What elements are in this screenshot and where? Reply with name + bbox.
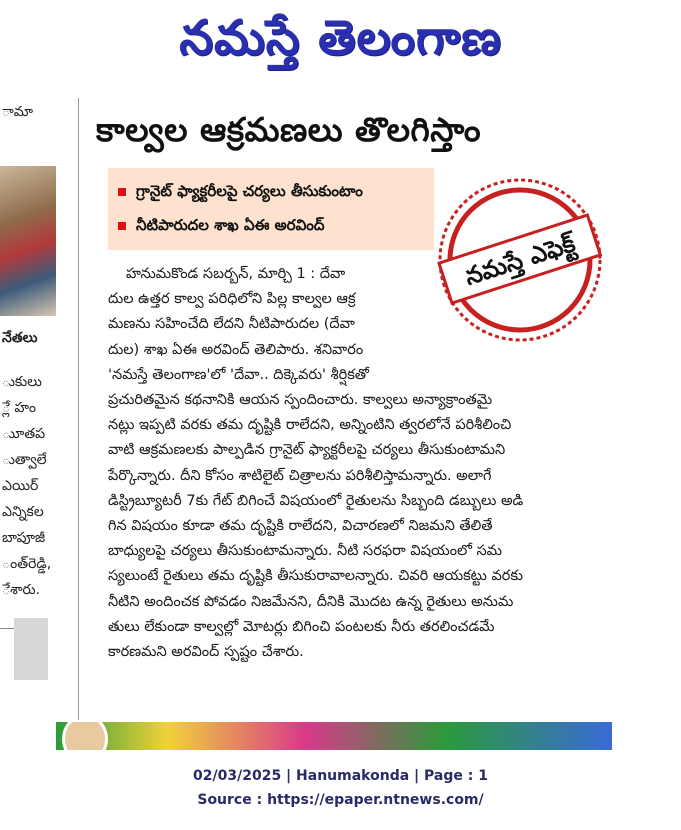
- body-line: కారణమని అరవింద్ స్పష్టం చేశారు.: [108, 643, 304, 660]
- article-body: [108, 388, 616, 665]
- adjacent-text-fragment: ్లే హం: [2, 400, 36, 416]
- stamp-text: నమస్తే ఎఫెక్ట్: [461, 229, 579, 291]
- body-line: బాధ్యులపై చర్యలు తీసుకుంటామన్నారు. నీటి సరఫరా విషయంలో సమ: [108, 543, 503, 560]
- ad-portrait: [62, 722, 108, 750]
- kicker-text: నీటిపారుదల శాఖ ఏఈ అరవింద్: [136, 216, 325, 234]
- body-line: డిస్ట్రిబ్యూటరీ 7కు గేట్ బిగించే విషయంలో రైతులను సిబ్బంది డబ్బులు అడి: [108, 492, 524, 509]
- body-line: నీటిని అందించక పోవడం నిజమేనని, దీనికి మొదట ఉన్న రైతులు అనుమ: [108, 593, 514, 610]
- article-headline: కాల్వల ఆక్రమణలు తొలగిస్తాం: [96, 110, 482, 149]
- body-line: ప్రచురితమైన కథనానికి ఆయన స్పందించారు. కాల్వలు అన్యాక్రాంతమై: [108, 392, 493, 408]
- body-line: వాటి ఆక్రమణలకు పాల్పడిన గ్రానైట్ ఫ్యాక్టరీలపై చర్యలు తీసుకుంటామని: [108, 442, 506, 459]
- body-line: నట్లు ఇప్పటి వరకు తమ దృష్టికి రాలేదని, అన్నింటిని త్వరలోనే పరిశీలించి: [108, 417, 512, 434]
- adjacent-text-fragment: ఎన్నికల: [2, 504, 44, 520]
- footer-source-link[interactable]: Source : https://epaper.ntnews.com/: [197, 792, 484, 808]
- column-divider: [78, 98, 79, 720]
- adjacent-text-fragment: ుూతప: [2, 426, 46, 442]
- bullet-icon: [118, 222, 126, 230]
- body-line: దుల ఉత్తర కాల్వ పరిధిలోని పిల్ల కాల్వల ఆక్ర: [108, 291, 356, 308]
- advertisement-strip: [56, 722, 612, 750]
- body-line: దుల) శాఖ ఏఈ అరవింద్ తెలిపారు. శనివారం: [108, 341, 364, 358]
- adjacent-article-column: [0, 90, 60, 740]
- body-line: 'నమస్తే తెలంగాణ'లో 'దేవా.. దిక్కెవరు' శీర్షికతో: [108, 366, 369, 383]
- adjacent-text-fragment: ేశారు.: [2, 582, 41, 598]
- body-line: హనుమకొండ సబర్బన్, మార్చి 1 : దేవా: [126, 266, 346, 282]
- adjacent-gray-box: [14, 618, 48, 680]
- body-line: మణను సహించేది లేదని నీటిపారుదల (దేవా: [108, 316, 355, 333]
- adjacent-text-fragment: ఎయిర్: [2, 478, 39, 494]
- newspaper-title: నమస్తే తెలంగాణ: [179, 10, 502, 66]
- adjacent-text-fragment: ామా: [2, 104, 34, 120]
- body-line: పేర్కొన్నారు. దీని కోసం శాటిలైట్ చిత్రాలను పరిశీలిస్తామన్నారు. అలాగే: [108, 467, 492, 484]
- kicker-line: [118, 216, 324, 238]
- adjacent-text-fragment: నేతలు: [2, 330, 38, 346]
- masthead: [0, 0, 681, 78]
- adjacent-text-fragment: ుత్వాలే: [2, 452, 47, 468]
- namaste-effect-stamp: [436, 176, 604, 344]
- adjacent-text-fragment: బాపూజీ: [2, 530, 46, 546]
- kicker-text: గ్రానైట్ ఫ్యాక్టరీలపై చర్యలు తీసుకుంటాం: [136, 182, 363, 200]
- body-line: గిన విషయం కూడా తమ దృష్టికి రాలేదని, విచారణలో నిజమని తేలితే: [108, 517, 493, 534]
- footer-date-edition: 02/03/2025 | Hanumakonda | Page : 1: [193, 768, 488, 784]
- bullet-icon: [118, 188, 126, 196]
- body-line: స్యలుంటే రైతులు తమ దృష్టికి తీసుకురావాలన్నారు. చివరి ఆయకట్టు వరకు: [108, 568, 523, 585]
- article-body-intro: [108, 262, 438, 388]
- kicker-line: [118, 182, 363, 204]
- adjacent-text-fragment: ుకులు: [2, 374, 42, 390]
- adjacent-article-photo: [0, 166, 56, 316]
- adjacent-text-fragment: ంత్‌రెడ్డి,: [2, 556, 52, 572]
- body-line: తులు లేకుండా కాల్వల్లో మోటర్లు బిగించి పంటలకు నీరు తరలించడమే: [108, 618, 495, 635]
- kicker-box: [108, 168, 434, 250]
